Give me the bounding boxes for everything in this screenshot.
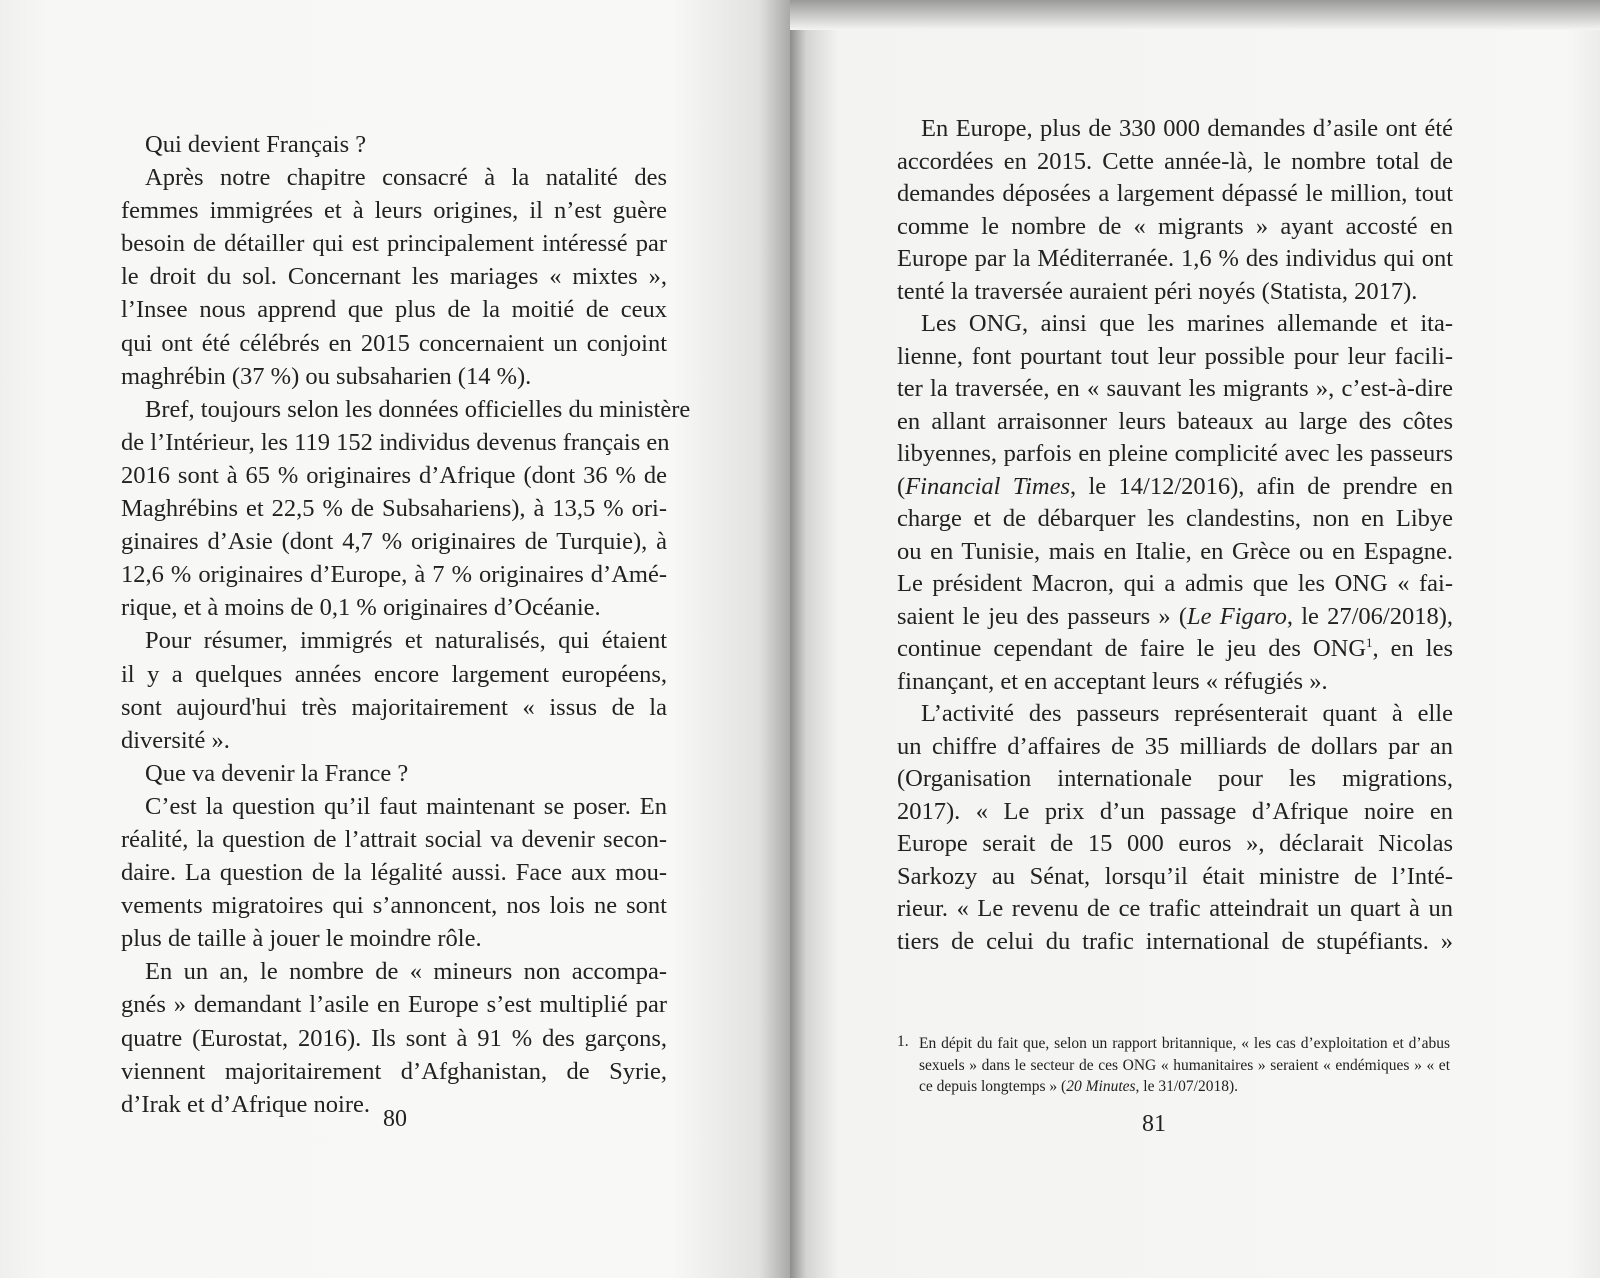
text-span: En dépit du fait que, selon un rapport britannique, « les cas d’exploitation et d’abus [919,1035,1450,1052]
text-line [897,633,1453,666]
text-span: un chiffre d’affaires de 35 milliards de dollars par an [897,732,1453,760]
text-span: tiers de celui du trafic international de stupéfiants. » [897,927,1453,955]
text-span: demandes déposées a largement dépassé le million, tout [897,180,1453,207]
text-line [897,503,1453,536]
text-span: tenté la traversée auraient péri noyés (Statista, 2017). [897,277,1418,305]
text-line [121,558,667,591]
text-span: Pour résumer, immigrés et naturalisés, qui étaient [145,627,667,655]
text-line [897,828,1453,861]
left-page [0,0,790,1278]
right-page-body [897,113,1453,958]
left-page-body [121,128,691,1121]
text-span: daire. La question de la légalité aussi. Face aux mou- [121,859,667,887]
text-span: ce depuis longtemps » ( [919,1078,1067,1095]
text-line [121,161,667,194]
text-span: , le 27/06/2018), [1286,602,1453,630]
text-line [121,988,667,1021]
text-span: comme le nombre de « migrants » ayant accosté en [897,212,1453,240]
text-span: Le président Macron, qui a admis que les ONG « fai- [897,570,1453,597]
right-page [790,0,1600,1278]
text-span: plus de taille à jouer le moindre rôle. [121,925,482,953]
text-line [897,113,1453,146]
text-span: Maghrébins et 22,5 % de Subsahariens), à 13,5 % ori- [121,495,667,523]
text-line [121,856,667,889]
text-line [121,426,670,459]
text-span: réalité, la question de l’attrait social va devenir secon- [121,825,667,853]
text-line [121,889,667,922]
text-line [897,276,1453,309]
text-line [897,406,1453,439]
text-line [897,601,1453,634]
italic-title: Financial Times [905,472,1070,500]
text-line [897,893,1453,926]
text-line [121,1055,667,1088]
text-span: , le 31/07/2018). [1135,1078,1239,1095]
text-span: L’activité des passeurs représenterait quant à elle [921,700,1453,727]
text-line [121,360,667,393]
text-span: (Organisation internationale pour les migrations, [897,765,1453,792]
text-line [897,536,1453,569]
text-line [897,146,1453,179]
text-span: maghrébin (37 %) ou subsaharien (14 %). [121,362,532,390]
text-line [121,724,667,757]
text-line [897,926,1453,959]
text-span: Europe serait de 15 000 euros », déclarait Nicolas [897,830,1453,857]
footnote-text [897,1033,1450,1098]
text-line [897,698,1453,731]
text-line [897,666,1453,699]
text-line [897,796,1453,829]
text-span: , en les [1372,635,1453,662]
text-line [121,128,667,161]
text-line [897,731,1453,764]
text-span: 12,6 % originaires d’Europe, à 7 % originaires d’Amé- [121,561,667,589]
text-span: finançant, et en acceptant leurs « réfugiés ». [897,667,1328,695]
text-line [897,438,1453,471]
text-line [121,194,667,227]
footnote-number: 1. [897,1033,909,1050]
footnote-reference: 1 [1366,634,1373,650]
text-line [897,178,1453,211]
text-span: ter la traversée, en « sauvant les migrants », c’est-à-dire [897,375,1453,402]
text-span: vements migratoires qui s’annoncent, nos lois ne sont [121,892,667,920]
text-line [121,260,667,293]
text-line [121,227,667,260]
text-line [121,658,667,691]
text-line [897,243,1453,276]
text-span: C’est la question qu’il faut maintenant se poser. En [145,792,667,820]
text-span: sont aujourd'hui très majoritairement « issus de la [121,693,667,721]
text-span: , le 14/12/2016), afin de prendre en [1069,472,1453,500]
text-line [121,955,667,988]
text-line [121,691,667,724]
page-number: 81 [1142,1111,1166,1137]
text-span: Après notre chapitre consacré à la natalité des [145,164,667,192]
text-span: besoin de détailler qui est principalement intéressé par [121,230,667,258]
text-line [121,790,667,823]
text-line [897,861,1453,894]
text-span: 2016 sont à 65 % originaires d’Afrique (dont 36 % de [121,461,667,489]
text-span: libyennes, parfois en pleine complicité avec les passeurs [897,440,1453,467]
text-line [121,922,667,955]
text-span: En un an, le nombre de « mineurs non accompa- [145,958,667,986]
text-line [897,1033,1450,1055]
footnote [897,1033,1450,1098]
text-span: En Europe, plus de 330 000 demandes d’asile ont été [921,115,1453,142]
italic-title: 20 Minutes [1066,1078,1136,1095]
text-span: continue cependant de faire le jeu des ONG [897,635,1367,662]
text-line [897,763,1453,796]
text-span: Qui devient Français ? [145,131,367,158]
text-span: de l’Intérieur, les 119 152 individus devenus français en [121,428,670,456]
text-span: femmes immigrées et à leurs origines, il n’est guère [121,197,667,225]
text-span: gnés » demandant l’asile en Europe s’est multiplié par [121,991,667,1019]
text-line [121,327,667,360]
text-span: accordées en 2015. Cette année-là, le nombre total de [897,147,1453,175]
text-span: il y a quelques années encore largement européens, [121,660,667,688]
text-line [121,525,667,558]
text-span: saient le jeu des passeurs » ( [897,602,1188,630]
text-span: ( [897,472,906,500]
text-span: le droit du sol. Concernant les mariages « mixtes », [121,263,667,291]
text-span: viennent majoritairement d’Afghanistan, de Syrie, [121,1057,667,1085]
text-span: rique, et à moins de 0,1 % originaires d’Océanie. [121,594,601,622]
text-span: Les ONG, ainsi que les marines allemande et ita- [921,310,1453,337]
page-number: 80 [383,1106,407,1132]
text-line [121,624,667,657]
text-line [121,591,667,624]
text-span: Bref, toujours selon les données officielles du ministère [145,395,691,423]
text-span: quatre (Eurostat, 2016). Ils sont à 91 % des garçons, [121,1024,667,1052]
text-span: en allant arraisonner leurs bateaux au large des côtes [897,407,1453,435]
text-line [897,308,1453,341]
text-line [121,393,691,426]
text-span: lienne, font pourtant tout leur possible pour leur facili- [897,342,1453,370]
text-span: qui ont été célébrés en 2015 concernaient un conjoint [121,329,667,357]
text-line [121,293,667,326]
text-line [897,471,1453,504]
italic-title: Le Figaro [1187,602,1287,630]
text-line [897,373,1453,406]
text-line [897,341,1453,374]
text-span: ou en Tunisie, mais en Italie, en Grèce ou en Espagne. [897,537,1453,565]
text-line [121,1022,667,1055]
text-span: charge et de débarquer les clandestins, non en Libye [897,505,1453,532]
text-span: d’Irak et d’Afrique noire. [121,1090,370,1118]
text-line [121,492,667,525]
text-span: diversité ». [121,726,230,754]
text-span: sexuels » dans le secteur de ces ONG « humanitaires » seraient « endémiques » « et [919,1056,1450,1074]
text-span: Que va devenir la France ? [145,759,409,787]
text-line [121,757,667,790]
text-line [121,459,667,492]
text-line [897,1076,1450,1098]
text-span: l’Insee nous apprend que plus de la moitié de ceux [121,296,667,324]
text-line [897,568,1453,601]
text-span: Sarkozy au Sénat, lorsqu’il était ministre de l’Inté- [897,862,1453,890]
text-span: 2017). « Le prix d’un passage d’Afrique noire en [897,797,1453,825]
text-line [897,1055,1450,1077]
text-span: rieur. « Le revenu de ce trafic atteindrait un quart à un [897,895,1453,922]
text-line [897,211,1453,244]
text-span: Europe par la Méditerranée. 1,6 % des individus qui ont [897,245,1453,272]
text-span: ginaires d’Asie (dont 4,7 % originaires de Turquie), à [121,528,667,556]
text-line [121,823,667,856]
